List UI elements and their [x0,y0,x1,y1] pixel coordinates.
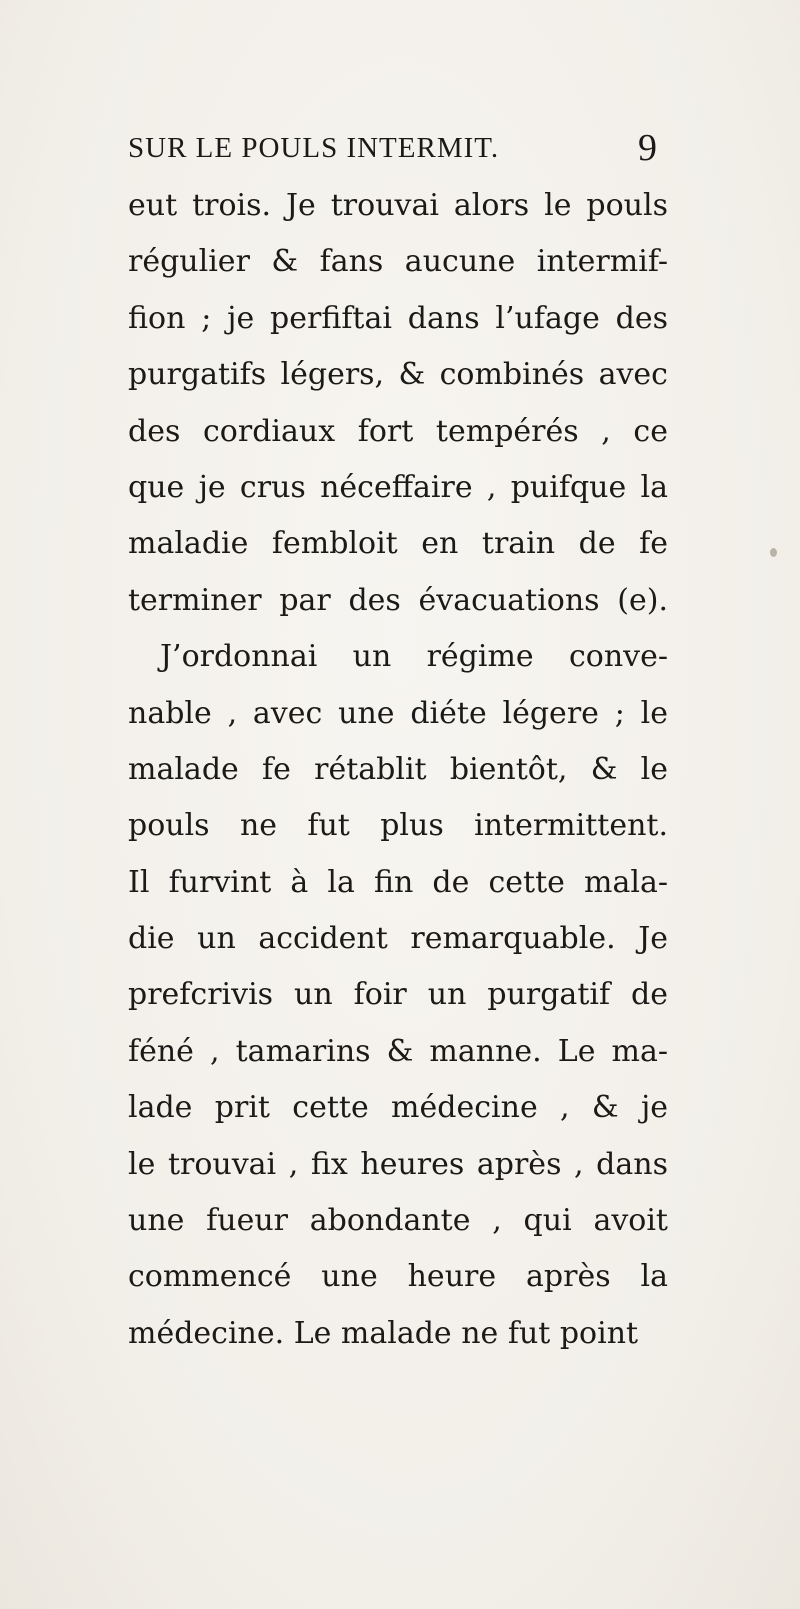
running-title: SUR LE POULS INTERMIT. [128,132,500,164]
text-line-1: eut trois. Je trouvai alors le pouls [128,188,668,223]
text-line-13: Il furvint à la fin de cette mala- [128,864,668,900]
running-head [0,126,800,176]
text-line-16: féné , tamarins & manne. Le ma- [128,1033,668,1069]
text-line-2: régulier & fans aucune intermif- [128,244,668,280]
text-line-9: J’ordonnai un régime conve- [160,639,668,675]
text-line-3: fion ; je perfiftai dans l’ufage des [128,300,668,336]
text-line-11: malade fe rétablit bientôt, & le [128,751,668,787]
page-number: 9 [638,127,657,169]
text-line-4: purgatifs légers, & combinés avec [128,357,668,393]
text-line-12: pouls ne fut plus intermittent. [128,808,668,844]
text-line-15: prefcrivis un foir un purgatif de [128,977,668,1013]
text-line-5: des cordiaux fort tempérés , ce [128,413,668,449]
text-line-18: le trouvai , fix heures après , dans [128,1146,668,1182]
text-line-14: die un accident remarquable. Je [128,921,668,957]
text-line-7: maladie fembloit en train de fe [128,526,668,562]
text-line-21: médecine. Le malade ne fut point [128,1315,639,1351]
text-line-20: commencé une heure après la [128,1259,668,1295]
text-line-10: nable , avec une diéte légere ; le [128,695,668,731]
body-text [128,178,668,1362]
text-line-19: une fueur abondante , qui avoit [128,1203,668,1239]
text-line-6: que je crus néceffaire , puifque la [128,469,668,505]
text-line-17: lade prit cette médecine , & je [128,1090,668,1126]
text-line-8: terminer par des évacuations (e). [128,582,668,618]
margin-ink-spot [770,548,777,557]
